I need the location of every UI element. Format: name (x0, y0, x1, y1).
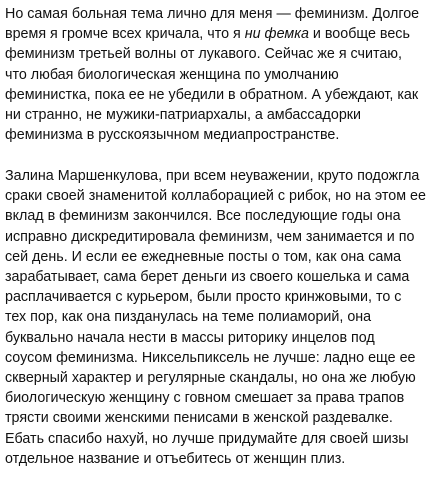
text-line: феминизма в русскоязычном медиапространстве. (5, 127, 340, 144)
text-line: ни странно, не мужики-патриархалы, а амбассадорки (5, 107, 362, 124)
paragraph-2 (5, 166, 426, 469)
text-line: биологическую женщину с говном смешает за права трапов (5, 390, 405, 407)
paragraph-1 (5, 4, 420, 145)
text-line: что любая биологическая женщина по умолчанию (5, 66, 339, 83)
text-line: скверный характер и регулярные скандалы, но она же любую (5, 370, 416, 387)
text-line: тех пор, как она пизданулась на теме полиаморий, она (5, 309, 372, 326)
text-line: соусом феминизма. Никсельпиксель не лучше: ладно еще ее (5, 349, 416, 366)
text-line: феминизм третьей волны от лукавого. Сейчас же я считаю, (5, 46, 402, 63)
text-line: Но самая больная тема лично для меня — феминизм. Долгое (5, 6, 420, 22)
text-line: зарабатывает, сама берет деньги из своего кошелька и сама (5, 269, 410, 286)
text-fragment: и вообще весь (308, 26, 410, 43)
italic-phrase: ни фемка (244, 26, 309, 43)
text-fragment: время я громче всех кричала, что я (5, 26, 241, 43)
text-line: Залина Маршенкулова, при всем неуважении, круто подожгла (5, 168, 420, 185)
text-line: сраки своей знаменитой коллаборацией с рибок, но на этом ее (5, 188, 426, 205)
text-line: феминистка, пока ее не убедили в обратном. А убеждают, как (5, 86, 419, 103)
text-line: вклад в феминизм закончился. Все последующие годы она (5, 208, 401, 225)
text-line: сей день. И если ее ежедневные посты о том, как она сама (5, 248, 402, 265)
text-line (5, 24, 420, 44)
paragraph-spacer (5, 145, 420, 166)
text-line: отдельное название и отъебитесь от женщин плиз. (5, 450, 346, 467)
text-line: буквально начала нести в массы риторику инцелов под (5, 329, 375, 346)
text-line: Ебать спасибо нахуй, но лучше придумайте для своей шизы (5, 430, 409, 447)
text-line: исправно дискредитировала феминизм, чем занимается и по (5, 228, 415, 245)
text-line: расплачивается с курьером, были просто кринжовыми, то с (5, 289, 402, 306)
text-line: трясти своими женскими пенисами в женской раздевалке. (5, 410, 393, 427)
